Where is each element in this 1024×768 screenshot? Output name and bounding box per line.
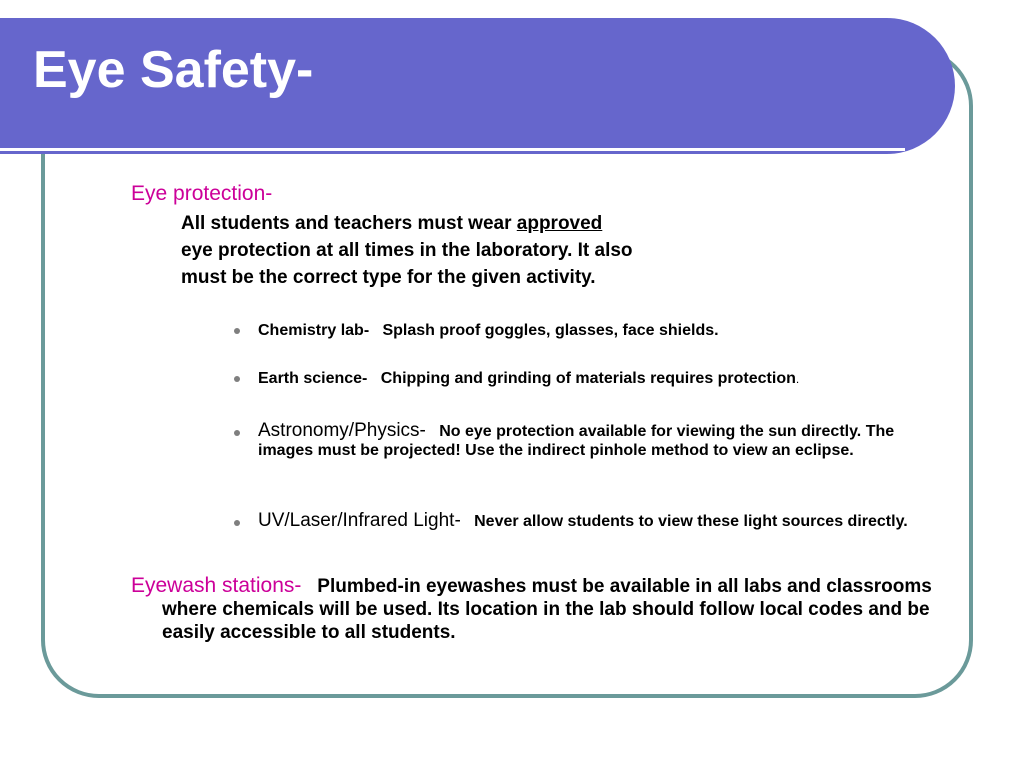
approved-word: approved [516,213,603,234]
bullet-dot-icon [234,376,240,382]
eye-protection-heading: Eye protection- [131,182,273,205]
eyewash-stations-paragraph [131,574,982,644]
bullet-label: Astronomy/Physics- [258,420,426,441]
bullet-label: Earth science- [258,370,368,387]
bullet-earth-science [258,369,948,389]
paragraph-line-3: must be the correct type for the given activity. [181,267,596,288]
eye-protection-paragraph [181,210,781,291]
bullet-dot-icon [234,520,240,526]
eyewash-heading: Eyewash stations- [131,574,302,597]
bullet-text: Never allow students to view these light sources directly. [474,513,908,530]
slide-title: Eye Safety- [33,41,314,99]
bullet-dot-icon [234,430,240,436]
bullet-astronomy-physics [258,421,948,460]
bullet-dot-icon [234,328,240,334]
bullet-label: Chemistry lab- [258,322,370,339]
paragraph-line-1 [181,210,781,237]
title-underline-rule [0,148,905,151]
eyewash-text: Plumbed-in eyewashes must be available in all labs and classrooms where chemicals will be used. Its location in the lab should follow local codes and be easily accessible to all students. [162,576,932,643]
bullet-chemistry-lab [258,321,948,340]
bullet-label: UV/Laser/Infrared Light- [258,510,461,531]
bullet-suffix: . [795,372,800,386]
bullet-uv-laser-infrared [258,511,948,531]
bullet-text: No eye protection available for viewing the sun directly. The images must be projected! Use the indirect pinhole method to view an eclipse. [258,423,895,459]
bullet-text: Splash proof goggles, glasses, face shields. [382,322,719,339]
bullet-text: Chipping and grinding of materials requires protection [380,370,796,387]
paragraph-line-1-prefix: All students and teachers must wear [181,213,517,234]
paragraph-line-2: eye protection at all times in the laboratory. It also [181,240,633,261]
